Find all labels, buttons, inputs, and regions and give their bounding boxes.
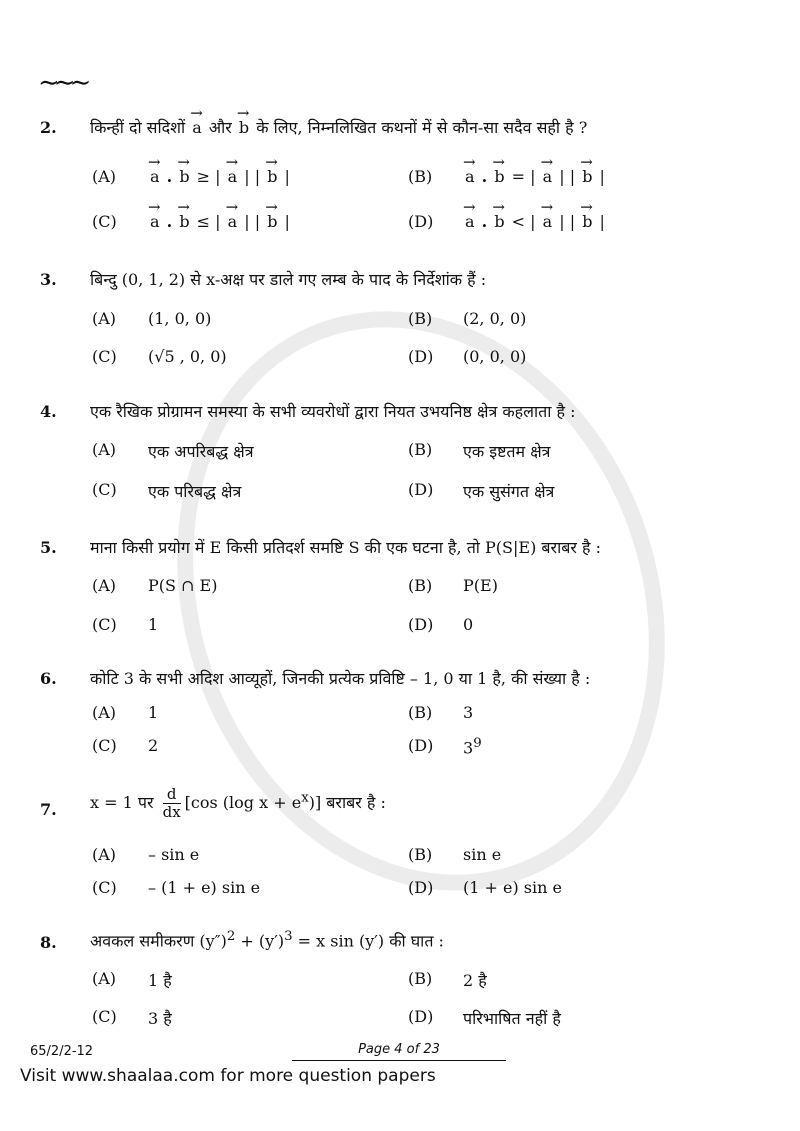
option-label: (D): [408, 736, 434, 755]
option-label: (A): [92, 309, 117, 328]
vector-a: → a: [226, 212, 240, 231]
option-text[interactable]: [148, 309, 211, 328]
paper-code: 65/2/2-12: [30, 1044, 94, 1059]
vector-b: → b: [492, 212, 506, 231]
option-label: (C): [92, 1007, 117, 1026]
option-label: (D): [408, 212, 434, 231]
text: = x sin (y′) की घात :: [292, 931, 444, 951]
option-value: P(E): [463, 576, 498, 595]
option-text[interactable]: [148, 736, 158, 755]
option-value: (√5 , 0, 0): [148, 347, 227, 366]
option-label: (C): [92, 212, 117, 231]
option-text[interactable]: [148, 576, 217, 595]
option-text[interactable]: [148, 347, 227, 366]
option-text[interactable]: [463, 615, 473, 634]
text: और: [208, 118, 232, 137]
option-label: (A): [92, 703, 117, 722]
operator: =: [511, 167, 526, 186]
option-text[interactable]: [463, 969, 487, 991]
option-value: (1, 0, 0): [148, 309, 212, 328]
option-value: 2: [148, 736, 159, 755]
option-value: P(S ∩ E): [148, 576, 218, 595]
operator: <: [511, 212, 526, 231]
option-label: (D): [408, 480, 434, 499]
vector-a: → a: [148, 212, 162, 231]
option-text[interactable]: [463, 703, 473, 722]
text: बराबर है :: [326, 793, 386, 812]
option-text[interactable]: [148, 1007, 172, 1029]
question-text: एक रैखिक प्रोग्रामन समस्या के सभी व्यवरोधों द्वारा नियत उभयनिष्ठ क्षेत्र कहलाता है :: [90, 402, 576, 421]
expression-end: )]: [308, 793, 322, 812]
option-text[interactable]: [148, 845, 199, 864]
vector-a: → a: [226, 167, 240, 186]
option-value: एक इष्टतम क्षेत्र: [463, 442, 551, 461]
option-value: 1: [148, 703, 159, 722]
option-value: 2 है: [463, 971, 487, 990]
option-label: (A): [92, 969, 117, 988]
option-label: (B): [408, 845, 433, 864]
text: के लिए, निम्नलिखित कथनों में से कौन-सा सदैव सही है ?: [256, 118, 588, 137]
vector-a: → a: [541, 212, 555, 231]
option-text[interactable]: [463, 845, 501, 864]
superscript: 9: [473, 736, 482, 751]
option-text[interactable]: [463, 736, 482, 757]
squiggle-mark: ∼∼∼: [38, 68, 86, 98]
denominator: dx: [162, 803, 181, 821]
question-text: [90, 786, 386, 821]
option-value: (2, 0, 0): [463, 309, 527, 328]
option-label: (B): [408, 703, 433, 722]
option-text[interactable]: [148, 615, 158, 634]
vector-b: → b: [265, 167, 279, 186]
vector-b: → b: [580, 167, 594, 186]
option-label: (C): [92, 736, 117, 755]
superscript: x: [301, 790, 309, 806]
option-text[interactable]: [463, 347, 526, 366]
option-value: 3: [463, 738, 474, 758]
visit-link[interactable]: Visit www.shaalaa.com for more question papers: [20, 1066, 436, 1086]
derivative-fraction: [163, 786, 181, 821]
option-text[interactable]: → a . → b ≤ | → a | | → b |: [148, 212, 290, 231]
option-label: (B): [408, 309, 433, 328]
option-text[interactable]: [148, 480, 241, 502]
question-text: माना किसी प्रयोग में E किसी प्रतिदर्श समष्टि S की एक घटना है, तो P(S|E) बराबर है :: [90, 538, 601, 557]
option-value: – sin e: [148, 845, 200, 864]
text: किन्हीं दो सदिशों: [90, 118, 186, 137]
option-label: (C): [92, 878, 117, 897]
option-value: (1 + e) sin e: [463, 878, 562, 897]
option-text[interactable]: [463, 878, 562, 897]
option-label: (A): [92, 167, 117, 186]
option-label: (D): [408, 347, 434, 366]
option-value: sin e: [463, 845, 502, 864]
operator: ≤: [196, 212, 211, 231]
question-text: [90, 116, 587, 138]
option-label: (C): [92, 615, 117, 634]
option-value: (0, 0, 0): [463, 347, 527, 366]
option-label: (B): [408, 969, 433, 988]
option-value: – (1 + e) sin e: [148, 878, 261, 897]
option-value: 1 है: [148, 971, 172, 990]
page-number: Page 4 of 23: [292, 1042, 506, 1061]
vector-b: → b: [492, 167, 506, 186]
vector-a: → a: [190, 118, 204, 137]
option-value: 3 है: [148, 1009, 172, 1028]
option-text[interactable]: [148, 440, 254, 462]
question-number: 7.: [40, 800, 57, 819]
option-label: (D): [408, 1007, 434, 1026]
option-label: (C): [92, 347, 117, 366]
vector-b: → b: [177, 212, 191, 231]
vector-a: → a: [541, 167, 555, 186]
numerator: d: [163, 786, 181, 804]
option-value: एक परिबद्ध क्षेत्र: [148, 482, 242, 501]
question-number: 6.: [40, 669, 57, 688]
superscript: 3: [284, 929, 293, 944]
text: x = 1 पर: [90, 793, 154, 812]
option-text[interactable]: [463, 1007, 561, 1029]
option-value: परिभाषित नहीं है: [463, 1009, 561, 1028]
vector-b: → b: [177, 167, 191, 186]
option-label: (A): [92, 845, 117, 864]
option-text[interactable]: → a . → b < | → a | | → b |: [463, 212, 605, 231]
question-number: 3.: [40, 270, 57, 289]
question-text: [90, 929, 444, 951]
option-label: (A): [92, 440, 117, 459]
option-label: (C): [92, 480, 117, 499]
question-text: बिन्दु (0, 1, 2) से x-अक्ष पर डाले गए लम्ब के पाद के निर्देशांक हैं :: [90, 270, 487, 289]
option-value: एक अपरिबद्ध क्षेत्र: [148, 442, 254, 461]
question-number: 4.: [40, 402, 57, 421]
option-value: 1: [148, 615, 159, 634]
question-text: कोटि 3 के सभी अदिश आव्यूहों, जिनकी प्रत्येक प्रविष्टि – 1, 0 या 1 है, की संख्या है :: [90, 669, 591, 688]
option-text[interactable]: [463, 576, 498, 595]
text: अवकल समीकरण (y″): [90, 931, 227, 951]
option-text[interactable]: [463, 480, 554, 502]
vector-a: → a: [463, 167, 477, 186]
option-value: 3: [463, 703, 474, 722]
option-text[interactable]: → a . → b = | → a | | → b |: [463, 167, 605, 186]
vector-b: → b: [265, 212, 279, 231]
option-label: (B): [408, 576, 433, 595]
expression: [cos (log x + e: [184, 793, 302, 812]
question-number: 8.: [40, 933, 57, 952]
option-text[interactable]: [463, 309, 526, 328]
option-label: (D): [408, 615, 434, 634]
question-number: 5.: [40, 538, 57, 557]
question-number: 2.: [40, 118, 57, 137]
option-text[interactable]: [463, 440, 551, 462]
option-label: (B): [408, 440, 433, 459]
option-value: 0: [463, 615, 474, 634]
vector-b: → b: [237, 118, 251, 137]
option-text[interactable]: [148, 878, 260, 897]
option-label: (B): [408, 167, 433, 186]
option-text[interactable]: [148, 703, 158, 722]
operator: ≥: [196, 167, 211, 186]
text: + (y′): [235, 931, 285, 951]
superscript: 2: [226, 929, 236, 944]
option-text[interactable]: → a . → b ≥ | → a | | → b |: [148, 167, 290, 186]
vector-b: → b: [580, 212, 594, 231]
vector-a: → a: [463, 212, 477, 231]
option-label: (A): [92, 576, 117, 595]
option-text[interactable]: [148, 969, 172, 991]
vector-a: → a: [148, 167, 162, 186]
option-value: एक सुसंगत क्षेत्र: [463, 482, 555, 501]
option-label: (D): [408, 878, 434, 897]
